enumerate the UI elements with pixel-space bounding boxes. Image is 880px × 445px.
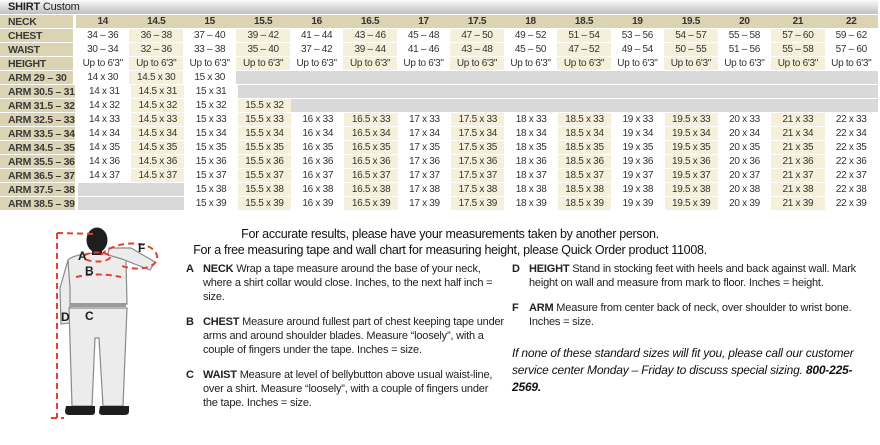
size-value-cell: Up to 6'3" xyxy=(664,57,717,70)
neck-size-header-cell: 22 xyxy=(825,15,878,28)
size-value-cell: 17 x 38 xyxy=(398,183,451,196)
size-value-cell: 17 x 34 xyxy=(398,127,451,140)
instruction-letter: B xyxy=(186,316,194,328)
row-label: ARM 38.5 – 39 xyxy=(0,197,78,210)
table-row xyxy=(0,113,878,126)
neck-size-header-cell: 20 xyxy=(718,15,771,28)
row-label: ARM 32.5 – 33 xyxy=(0,113,78,126)
size-value-cell: 14.5 x 32 xyxy=(131,99,184,112)
size-value-cell: 16.5 x 37 xyxy=(344,169,397,182)
size-value-cell: 36 – 38 xyxy=(129,29,182,42)
figure-label-neck: A xyxy=(78,249,87,263)
size-value-cell: 19 x 34 xyxy=(611,127,664,140)
size-value-cell: 16 x 35 xyxy=(291,141,344,154)
size-value-cell: 57 – 60 xyxy=(825,43,878,56)
size-value-cell: Up to 6'3" xyxy=(771,57,824,70)
size-value-cell: 17 x 39 xyxy=(398,197,451,210)
size-value-cell: 35 – 40 xyxy=(236,43,289,56)
size-value-cell: Up to 6'3" xyxy=(236,57,289,70)
size-value-cell: 15 x 34 xyxy=(184,127,237,140)
neck-size-header-cell: 19 xyxy=(611,15,664,28)
instruction-letter: A xyxy=(186,263,194,275)
size-value-cell: 16 x 33 xyxy=(291,113,344,126)
size-value-cell: 15.5 x 38 xyxy=(238,183,291,196)
size-value-cell: 17.5 x 38 xyxy=(451,183,504,196)
table-row xyxy=(0,155,878,168)
measure-instruction-height xyxy=(512,262,874,290)
empty-cell xyxy=(451,85,504,98)
empty-cell xyxy=(450,71,503,84)
table-row xyxy=(0,15,878,28)
empty-cell xyxy=(344,99,397,112)
size-value-cell: 17.5 x 36 xyxy=(451,155,504,168)
size-value-cell: 19 x 39 xyxy=(611,197,664,210)
empty-cell xyxy=(290,71,343,84)
size-value-cell: 16 x 34 xyxy=(291,127,344,140)
size-value-cell: 39 – 44 xyxy=(343,43,396,56)
empty-cell xyxy=(611,71,664,84)
size-value-cell: 17.5 x 35 xyxy=(451,141,504,154)
instruction-letter: D xyxy=(512,263,520,275)
size-value-cell: 37 – 40 xyxy=(183,29,236,42)
empty-cell xyxy=(558,99,611,112)
table-title-brand: SHIRT xyxy=(8,1,41,13)
empty-cell xyxy=(771,99,824,112)
empty-cell xyxy=(718,85,771,98)
size-value-cell: 16.5 x 38 xyxy=(344,183,397,196)
size-value-cell: Up to 6'3" xyxy=(825,57,878,70)
size-value-cell: 16.5 x 36 xyxy=(344,155,397,168)
size-value-cell: 19 x 36 xyxy=(611,155,664,168)
size-value-cell: 21 x 38 xyxy=(771,183,824,196)
size-value-cell: 17.5 x 37 xyxy=(451,169,504,182)
size-value-cell: Up to 6'3" xyxy=(183,57,236,70)
accuracy-note xyxy=(100,226,800,258)
size-value-cell: 14 x 32 xyxy=(78,99,131,112)
size-value-cell: 14.5 x 35 xyxy=(131,141,184,154)
size-value-cell: 15.5 x 32 xyxy=(238,99,291,112)
size-value-cell: 37 – 42 xyxy=(290,43,343,56)
accuracy-note-line1: For accurate results, please have your measurements taken by another person. xyxy=(241,227,659,241)
empty-cell xyxy=(557,71,610,84)
instruction-letter: F xyxy=(512,302,519,314)
size-value-cell: 19 x 37 xyxy=(611,169,664,182)
instruction-text: NECK Wrap a tape measure around the base of your neck, where a shirt collar would close. Inches, to the next half inch = size. xyxy=(203,263,493,303)
size-value-cell: 53 – 56 xyxy=(611,29,664,42)
table-row xyxy=(0,169,878,182)
empty-cell xyxy=(558,85,611,98)
size-value-cell: 14.5 x 36 xyxy=(131,155,184,168)
size-value-cell: 14 x 30 xyxy=(76,71,129,84)
row-label: HEIGHT xyxy=(0,57,76,70)
row-label: ARM 36.5 – 37 xyxy=(0,169,78,182)
empty-cell xyxy=(397,71,450,84)
size-value-cell: 15 x 33 xyxy=(184,113,237,126)
size-value-cell: 22 x 35 xyxy=(825,141,878,154)
size-value-cell: 19.5 x 39 xyxy=(665,197,718,210)
size-value-cell: 21 x 37 xyxy=(771,169,824,182)
empty-cell xyxy=(771,85,824,98)
size-value-cell: 14.5 x 30 xyxy=(129,71,182,84)
size-value-cell: 20 x 37 xyxy=(718,169,771,182)
size-value-cell: 18.5 x 33 xyxy=(558,113,611,126)
table-row xyxy=(0,127,878,140)
empty-cell xyxy=(504,71,557,84)
size-value-cell: 43 – 46 xyxy=(343,29,396,42)
size-value-cell: 17.5 x 34 xyxy=(451,127,504,140)
size-value-cell: 22 x 34 xyxy=(825,127,878,140)
neck-size-header-cell: 17.5 xyxy=(450,15,503,28)
row-label: ARM 33.5 – 34 xyxy=(0,127,78,140)
size-value-cell: 16 x 39 xyxy=(291,197,344,210)
measure-instruction-neck xyxy=(186,262,504,304)
empty-cell xyxy=(718,71,771,84)
size-value-cell: 16.5 x 33 xyxy=(344,113,397,126)
size-value-cell: 32 – 36 xyxy=(129,43,182,56)
size-value-cell: Up to 6'3" xyxy=(611,57,664,70)
size-value-cell: 19 x 35 xyxy=(611,141,664,154)
size-grid xyxy=(0,15,878,210)
size-value-cell: 57 – 60 xyxy=(771,29,824,42)
shirt-size-table xyxy=(0,0,880,210)
size-value-cell: 17 x 37 xyxy=(398,169,451,182)
neck-size-header-cell: 16 xyxy=(290,15,343,28)
neck-size-header-cell: 15 xyxy=(183,15,236,28)
neck-size-header-cell: 21 xyxy=(771,15,824,28)
size-value-cell: 43 – 48 xyxy=(450,43,503,56)
row-label: ARM 37.5 – 38 xyxy=(0,183,78,196)
row-label: CHEST xyxy=(0,29,76,42)
size-value-cell: 54 – 57 xyxy=(664,29,717,42)
size-value-cell: Up to 6'3" xyxy=(718,57,771,70)
instructions-column-right xyxy=(512,262,874,396)
empty-cell xyxy=(398,85,451,98)
size-value-cell: 18.5 x 38 xyxy=(558,183,611,196)
size-value-cell: Up to 6'3" xyxy=(129,57,182,70)
size-value-cell: 18.5 x 34 xyxy=(558,127,611,140)
size-value-cell: 14.5 x 31 xyxy=(131,85,184,98)
instruction-text: HEIGHT Stand in stocking feet with heels and back against wall. Mark height on wall and measure from mark to floor. Inches = height. xyxy=(529,263,856,289)
size-value-cell: 18 x 37 xyxy=(504,169,557,182)
size-value-cell: 45 – 50 xyxy=(504,43,557,56)
table-title-variant: Custom xyxy=(42,1,80,13)
size-value-cell: Up to 6'3" xyxy=(343,57,396,70)
empty-cell xyxy=(131,183,184,196)
size-value-cell: 19 x 33 xyxy=(611,113,664,126)
empty-cell xyxy=(291,85,344,98)
size-value-cell: 15 x 30 xyxy=(183,71,236,84)
measure-instruction-waist xyxy=(186,368,504,410)
size-value-cell: 15.5 x 33 xyxy=(238,113,291,126)
size-value-cell: 15 x 31 xyxy=(184,85,237,98)
size-value-cell: 18.5 x 36 xyxy=(558,155,611,168)
size-value-cell: 14 x 35 xyxy=(78,141,131,154)
empty-cell xyxy=(78,197,131,210)
table-row xyxy=(0,71,878,84)
size-value-cell: 21 x 34 xyxy=(771,127,824,140)
size-value-cell: 16.5 x 35 xyxy=(344,141,397,154)
size-value-cell: 51 – 54 xyxy=(557,29,610,42)
size-value-cell: 49 – 54 xyxy=(611,43,664,56)
figure-label-chest: B xyxy=(85,264,94,278)
size-value-cell: 17.5 x 39 xyxy=(451,197,504,210)
size-value-cell: 14.5 x 33 xyxy=(131,113,184,126)
row-label: ARM 35.5 – 36 xyxy=(0,155,78,168)
empty-cell xyxy=(771,71,824,84)
size-value-cell: 41 – 46 xyxy=(397,43,450,56)
size-value-cell: 14 x 34 xyxy=(78,127,131,140)
empty-cell xyxy=(825,85,878,98)
size-value-cell: 18 x 36 xyxy=(504,155,557,168)
size-value-cell: 18 x 34 xyxy=(504,127,557,140)
table-row xyxy=(0,99,878,112)
size-value-cell: 55 – 58 xyxy=(771,43,824,56)
empty-cell xyxy=(665,85,718,98)
measure-instruction-chest xyxy=(186,315,504,357)
neck-size-header-cell: 19.5 xyxy=(664,15,717,28)
size-value-cell: 22 x 38 xyxy=(825,183,878,196)
size-value-cell: 22 x 39 xyxy=(825,197,878,210)
size-value-cell: 18 x 39 xyxy=(504,197,557,210)
size-value-cell: 18.5 x 39 xyxy=(558,197,611,210)
empty-cell xyxy=(504,85,557,98)
size-value-cell: 15 x 38 xyxy=(184,183,237,196)
size-value-cell: 15.5 x 39 xyxy=(238,197,291,210)
neck-size-header-cell: 17 xyxy=(397,15,450,28)
size-value-cell: 14 x 37 xyxy=(78,169,131,182)
size-value-cell: 55 – 58 xyxy=(718,29,771,42)
size-value-cell: 15 x 39 xyxy=(184,197,237,210)
size-value-cell: 14 x 33 xyxy=(78,113,131,126)
accuracy-note-line2: For a free measuring tape and wall chart for measuring height, please Quick Order product 11008. xyxy=(193,243,707,257)
empty-cell xyxy=(131,197,184,210)
figure-label-arm: F xyxy=(138,241,146,255)
size-value-cell: 39 – 42 xyxy=(236,29,289,42)
size-value-cell: 15 x 32 xyxy=(184,99,237,112)
empty-cell xyxy=(611,85,664,98)
size-value-cell: 20 x 38 xyxy=(718,183,771,196)
empty-cell xyxy=(291,99,344,112)
size-value-cell: 19 x 38 xyxy=(611,183,664,196)
size-value-cell: 49 – 52 xyxy=(504,29,557,42)
size-value-cell: Up to 6'3" xyxy=(290,57,343,70)
size-value-cell: 15 x 37 xyxy=(184,169,237,182)
row-label: ARM 31.5 – 32 xyxy=(0,99,78,112)
row-label: ARM 34.5 – 35 xyxy=(0,141,78,154)
size-value-cell: 17 x 35 xyxy=(398,141,451,154)
size-value-cell: 51 – 56 xyxy=(718,43,771,56)
empty-cell xyxy=(236,71,289,84)
size-value-cell: 41 – 44 xyxy=(290,29,343,42)
empty-cell xyxy=(504,99,557,112)
empty-cell xyxy=(825,99,878,112)
table-row xyxy=(0,141,878,154)
empty-cell xyxy=(238,85,291,98)
special-sizing-note: If none of these standard sizes will fit you, please call our customer service center Monday – Friday to discuss special sizing. 800-225-2569. xyxy=(512,346,854,394)
empty-cell xyxy=(343,71,396,84)
size-value-cell: 21 x 36 xyxy=(771,155,824,168)
size-value-cell: 15.5 x 37 xyxy=(238,169,291,182)
table-row xyxy=(0,29,878,42)
table-row xyxy=(0,43,878,56)
size-value-cell: 19.5 x 34 xyxy=(665,127,718,140)
size-value-cell: 19.5 x 33 xyxy=(665,113,718,126)
table-row xyxy=(0,183,878,196)
table-row xyxy=(0,197,878,210)
instruction-text: ARM Measure from center back of neck, over shoulder to wrist bone. Inches = size. xyxy=(529,302,852,328)
size-value-cell: 15.5 x 36 xyxy=(238,155,291,168)
size-value-cell: 20 x 36 xyxy=(718,155,771,168)
table-title xyxy=(0,0,878,14)
size-value-cell: 15.5 x 34 xyxy=(238,127,291,140)
table-row xyxy=(0,57,878,70)
figure-label-height: D xyxy=(61,310,70,324)
size-value-cell: 18.5 x 35 xyxy=(558,141,611,154)
size-value-cell: 19.5 x 35 xyxy=(665,141,718,154)
instruction-letter: C xyxy=(186,369,194,381)
size-value-cell: 16 x 37 xyxy=(291,169,344,182)
size-value-cell: 16.5 x 34 xyxy=(344,127,397,140)
neck-size-header-cell: 14.5 xyxy=(129,15,182,28)
row-label: ARM 29 – 30 xyxy=(0,71,76,84)
instructions-column-left xyxy=(186,262,504,421)
size-value-cell: 15 x 35 xyxy=(184,141,237,154)
size-value-cell: 16.5 x 39 xyxy=(344,197,397,210)
size-value-cell: 22 x 33 xyxy=(825,113,878,126)
measure-instruction-arm xyxy=(512,301,874,329)
size-value-cell: 16 x 36 xyxy=(291,155,344,168)
empty-cell xyxy=(718,99,771,112)
size-value-cell: 14 x 31 xyxy=(78,85,131,98)
size-value-cell: 30 – 34 xyxy=(76,43,129,56)
size-value-cell: 14 x 36 xyxy=(78,155,131,168)
empty-cell xyxy=(451,99,504,112)
customer-service-phone: 800-225-2569. xyxy=(512,363,853,394)
size-value-cell: 20 x 33 xyxy=(718,113,771,126)
empty-cell xyxy=(344,85,397,98)
size-value-cell: 33 – 38 xyxy=(183,43,236,56)
neck-size-header-cell: 14 xyxy=(76,15,129,28)
instruction-text: CHEST Measure around fullest part of chest keeping tape under arms and around shoulder blades. Measure “loosely”, with a couple of fingers under the tape. Inches = size. xyxy=(203,316,504,356)
size-value-cell: Up to 6'3" xyxy=(76,57,129,70)
empty-cell xyxy=(664,71,717,84)
size-value-cell: 21 x 33 xyxy=(771,113,824,126)
size-value-cell: 34 – 36 xyxy=(76,29,129,42)
size-value-cell: 22 x 36 xyxy=(825,155,878,168)
table-row xyxy=(0,85,878,98)
size-value-cell: 22 x 37 xyxy=(825,169,878,182)
measuring-instructions-section xyxy=(0,210,880,431)
empty-cell xyxy=(825,71,878,84)
size-value-cell: 20 x 39 xyxy=(718,197,771,210)
size-value-cell: 19.5 x 37 xyxy=(665,169,718,182)
size-value-cell: 16 x 38 xyxy=(291,183,344,196)
size-value-cell: Up to 6'3" xyxy=(450,57,503,70)
size-value-cell: Up to 6'3" xyxy=(397,57,450,70)
neck-size-header-cell: 16.5 xyxy=(343,15,396,28)
size-value-cell: 21 x 39 xyxy=(771,197,824,210)
neck-size-header-cell: 18.5 xyxy=(557,15,610,28)
neck-size-header-cell: 18 xyxy=(504,15,557,28)
size-value-cell: 17 x 33 xyxy=(398,113,451,126)
empty-cell xyxy=(665,99,718,112)
size-value-cell: 17.5 x 33 xyxy=(451,113,504,126)
size-value-cell: 17 x 36 xyxy=(398,155,451,168)
size-value-cell: Up to 6'3" xyxy=(557,57,610,70)
size-value-cell: 18 x 38 xyxy=(504,183,557,196)
size-value-cell: 18 x 35 xyxy=(504,141,557,154)
size-value-cell: 18.5 x 37 xyxy=(558,169,611,182)
size-value-cell: 19.5 x 36 xyxy=(665,155,718,168)
size-value-cell: 59 – 62 xyxy=(825,29,878,42)
empty-cell xyxy=(398,99,451,112)
row-label: WAIST xyxy=(0,43,76,56)
size-value-cell: 47 – 50 xyxy=(450,29,503,42)
empty-cell xyxy=(611,99,664,112)
size-value-cell: 18 x 33 xyxy=(504,113,557,126)
size-value-cell: 15 x 36 xyxy=(184,155,237,168)
size-value-cell: 19.5 x 38 xyxy=(665,183,718,196)
figure-label-waist: C xyxy=(85,309,94,323)
size-value-cell: 20 x 34 xyxy=(718,127,771,140)
size-value-cell: 14.5 x 34 xyxy=(131,127,184,140)
size-value-cell: Up to 6'3" xyxy=(504,57,557,70)
size-value-cell: 45 – 48 xyxy=(397,29,450,42)
neck-size-header-cell: 15.5 xyxy=(236,15,289,28)
size-value-cell: 47 – 52 xyxy=(557,43,610,56)
size-value-cell: 21 x 35 xyxy=(771,141,824,154)
row-label: NECK xyxy=(0,15,76,28)
empty-cell xyxy=(78,183,131,196)
row-label: ARM 30.5 – 31 xyxy=(0,85,78,98)
size-value-cell: 15.5 x 35 xyxy=(238,141,291,154)
size-value-cell: 14.5 x 37 xyxy=(131,169,184,182)
size-value-cell: 50 – 55 xyxy=(664,43,717,56)
size-value-cell: 20 x 35 xyxy=(718,141,771,154)
instruction-text: WAIST Measure at level of bellybutton above usual waist-line, over a shirt. Measure “loosely”, with a couple of fingers under the tape. Inches = size. xyxy=(203,369,493,409)
